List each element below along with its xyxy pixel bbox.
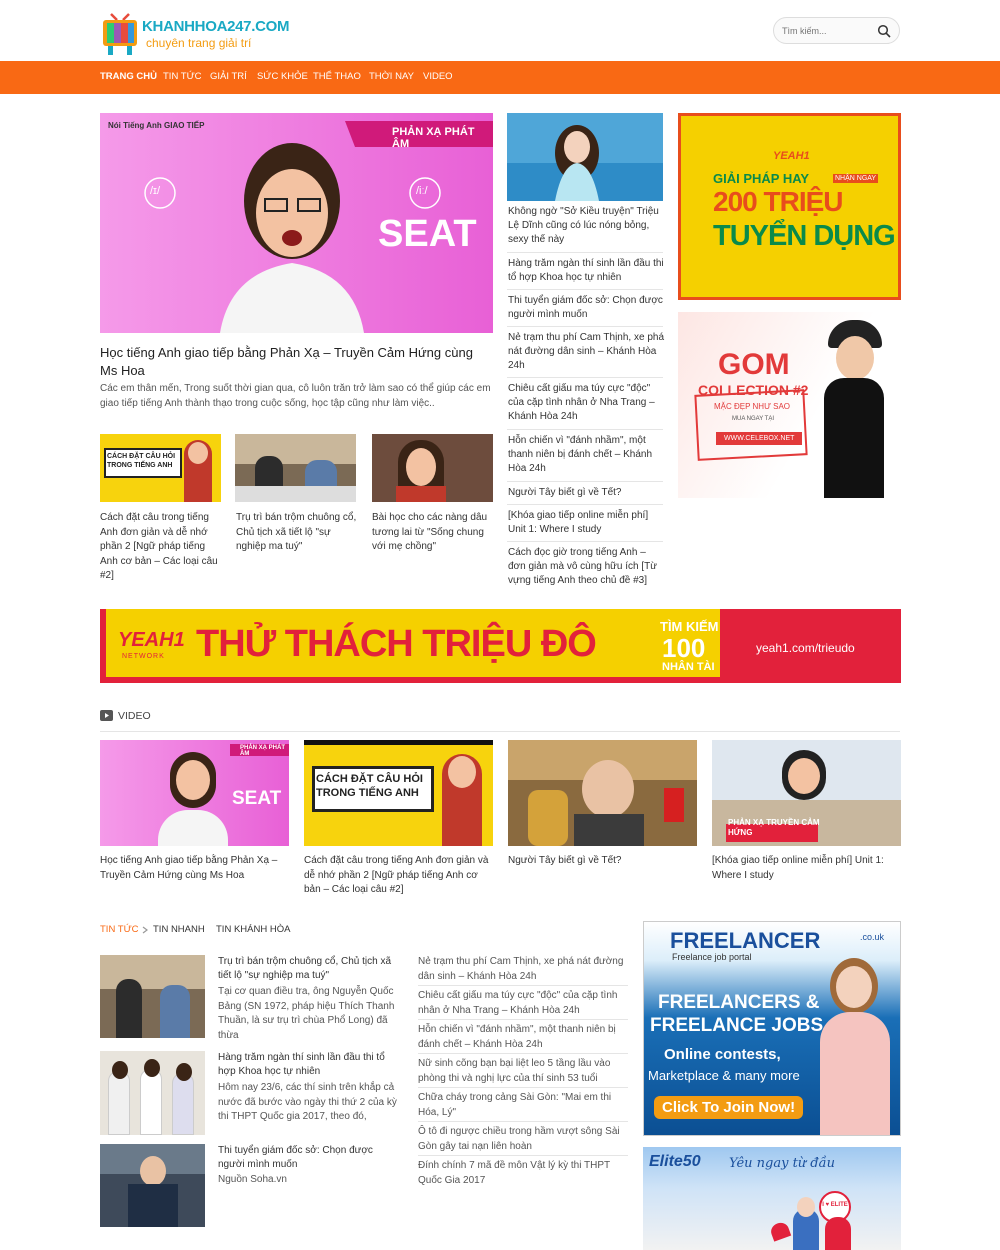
sub-title-1[interactable]: Cách đặt câu trong tiếng Anh đơn giản và dễ nhớ phần 2 [Ngữ pháp tiếng Anh cơ bản – Các loại câu #2] (100, 512, 218, 581)
middle-item-5[interactable]: Chiêu cất giấu ma túy cực "độc" của cặp tình nhân ở Nha Trang – Khánh Hòa 24h (508, 383, 655, 422)
nav-the-thao[interactable]: THỂ THAO (313, 71, 361, 82)
tab-tin-nhanh[interactable]: TIN NHANH (153, 924, 205, 935)
tab-tin-khanh-hoa[interactable]: TIN KHÁNH HÒA (216, 924, 291, 935)
news-title-3[interactable]: Thi tuyển giám đốc sở: Chọn được người mình muốn (218, 1145, 373, 1170)
sub-thumb-3[interactable] (372, 434, 493, 502)
ad-gom-sub: COLLECTION #2 (698, 382, 809, 398)
nav-suc-khoe[interactable]: SỨC KHỎE (257, 71, 308, 82)
ad-wide-find: TÌM KIẾM (660, 619, 719, 634)
video-section-header (100, 708, 900, 732)
middle-image-art (507, 113, 663, 201)
featured-word: SEAT (378, 213, 477, 255)
featured-desc: Các em thân mến, Trong suốt thời gian qua, cô luôn trăn trở làm sao có thể giúp các em giao tiếp tiếng Anh thành thạo trong cuộc sống, học tập cũng như làm việc.. (100, 383, 491, 409)
video-title-1[interactable]: Học tiếng Anh giao tiếp bằng Phản Xạ – Truyền Cảm Hứng cùng Ms Hoa (100, 855, 278, 881)
news-list-item-5[interactable]: Chữa cháy trong cảng Sài Gòn: "Mai em thi Hóa, Lý" (418, 1092, 612, 1118)
ad-yeah1-line3: TUYỂN DỤNG (713, 220, 895, 252)
divider (507, 377, 663, 378)
ad-wide-num: 100 (662, 633, 706, 663)
middle-item-6[interactable]: Hỗn chiến vì "đánh nhầm", một thanh niên bị đánh chết – Khánh Hòa 24h (508, 435, 653, 474)
ad-freelancer[interactable] (643, 921, 901, 1136)
ad-wide-network: NETWORK (122, 653, 165, 660)
news-list-item-3[interactable]: Hỗn chiến vì "đánh nhầm", một thanh niên bị đánh chết – Khánh Hòa 24h (418, 1024, 616, 1050)
logo-name: KHANHHOA247.COM (142, 18, 290, 35)
ad-fl-portal: Freelance job portal (672, 952, 752, 962)
ad-elite-brand: Elite50 (649, 1153, 701, 1170)
news-desc-1: Tại cơ quan điều tra, ông Nguyễn Quốc Bảng (SN 1972, pháp hiệu Thích Thanh Thuần, là sư trụ trì chùa Phổ Long) đã thừa (218, 986, 395, 1041)
ad-gom-line: MẶC ĐẸP NHƯ SAO (714, 402, 791, 411)
ad-elite-sticker: I ♥ ELITE (819, 1191, 851, 1223)
main-nav (0, 61, 1000, 94)
ad-wide-url: yeah1.com/trieudo (756, 641, 855, 655)
middle-item-1[interactable]: Không ngờ "Sở Kiều truyện" Triệu Lệ Dĩnh cũng có lúc nóng bỏng, sexy thế này (508, 206, 659, 245)
middle-item-7[interactable]: Người Tây biết gì về Tết? (508, 487, 622, 498)
ad-yeah1-tuyen-dung[interactable] (678, 113, 901, 300)
tv-logo-icon (101, 10, 139, 56)
news-thumb-1[interactable] (100, 955, 205, 1038)
ad-fl-line3: Online contests, (664, 1046, 781, 1063)
tab-tin-tuc[interactable]: TIN TỨC (100, 924, 139, 935)
featured-title[interactable]: Học tiếng Anh giao tiếp bằng Phản Xạ – Truyền Cảm Hứng cùng Ms Hoa (100, 345, 473, 378)
phonetic-1: /ɪ/ (150, 185, 161, 197)
news-list-item-6[interactable]: Ô tô đi ngược chiều trong hầm vượt sông Sài Gòn gây tai nạn liên hoàn (418, 1126, 620, 1152)
middle-item-3[interactable]: Thi tuyển giám đốc sở: Chọn được người mình muốn (508, 295, 663, 320)
ad-fl-brand: FREELANCER (670, 928, 821, 953)
divider (507, 289, 663, 290)
site-header (0, 0, 1000, 61)
news-title-1[interactable]: Trụ trì bán trộm chuông cổ, Chủ tịch xã tiết lộ "sự nghiệp ma tuý" (218, 956, 392, 981)
ad-yeah1-line1: GIẢI PHÁP HAY (713, 171, 810, 186)
ad-elite50[interactable] (643, 1147, 901, 1250)
ad-fl-line4: Marketplace & many more (648, 1068, 800, 1083)
news-desc-2: Hôm nay 23/6, các thí sinh trên khắp cả nước đã bước vào ngày thi thứ 2 của kỳ thi THPT Quốc gia 2017, theo đó, (218, 1082, 397, 1122)
logo-tagline: chuyên trang giải trí (146, 36, 252, 50)
video-4-text: PHẢN XẠ TRUYỀN CẢM HỨNG (728, 818, 820, 837)
news-list-item-4[interactable]: Nữ sinh cõng bạn bại liệt leo 5 tầng lầu vào phòng thi và nghị lực của thí sinh 53 tuổi (418, 1058, 611, 1084)
sub-title-2[interactable]: Trụ trì bán trộm chuông cổ, Chủ tịch xã tiết lộ "sự nghiệp ma tuý" (236, 512, 357, 552)
search-input[interactable] (782, 23, 872, 39)
ad-wide-title: THỬ THÁCH TRIỆU ĐÔ (196, 623, 596, 665)
nav-giai-tri[interactable]: GIẢI TRÍ (210, 71, 247, 82)
middle-item-8[interactable]: [Khóa giao tiếp online miễn phí] Unit 1: Where I study (508, 510, 649, 535)
featured-brand: Nói Tiếng Anh GIAO TIẾP (108, 121, 205, 130)
ad-fl-cta: Click To Join Now! (654, 1096, 803, 1119)
video-1-banner: PHẢN XẠ PHÁT ÂM (240, 745, 286, 757)
nav-trang-chu[interactable]: TRANG CHỦ (100, 71, 157, 82)
divider (507, 252, 663, 253)
news-list-item-1[interactable]: Nẻ trạm thu phí Cam Thịnh, xe phá nát đường dân sinh – Khánh Hòa 24h (418, 956, 624, 982)
divider (418, 1053, 628, 1054)
ad-fl-line2: FREELANCE JOBS (650, 1015, 824, 1036)
chevron-right-icon (142, 926, 148, 934)
divider (418, 1155, 628, 1156)
sub-thumb-1[interactable] (100, 434, 221, 502)
ad-gom-url: WWW.CELEBOX.NET (716, 432, 802, 445)
search-box (773, 17, 900, 44)
news-list-item-7[interactable]: Đính chính 7 mã đề môn Vật lý kỳ thi THPT Quốc Gia 2017 (418, 1160, 610, 1186)
divider (507, 326, 663, 327)
video-1-word: SEAT (232, 788, 282, 809)
divider (418, 985, 628, 986)
video-icon (100, 710, 113, 721)
divider (507, 541, 663, 542)
ad-wide-brand: YEAH1 (118, 629, 185, 651)
sub-thumb-2[interactable] (235, 434, 356, 502)
middle-item-2[interactable]: Hàng trăm ngàn thí sinh lần đầu thi tổ hợp Khoa học tự nhiên (508, 258, 664, 283)
ad-wide-talent: NHÂN TÀI (662, 661, 715, 673)
ad-gom-buy: MUA NGAY TẠI (732, 416, 775, 422)
ad-yeah1-line2: 200 TRIỆU (713, 186, 843, 217)
ad-yeah1-brand: YEAH1 (773, 150, 810, 162)
video-thumb-2[interactable] (304, 740, 493, 846)
divider (507, 481, 663, 482)
featured-banner: PHẢN XẠ PHÁT ÂM (392, 126, 475, 150)
news-desc-3: Nguồn Soha.vn (218, 1174, 287, 1185)
ad-gom-collection[interactable] (678, 312, 901, 498)
ad-fl-line1: FREELANCERS & (658, 992, 820, 1013)
divider (418, 1019, 628, 1020)
sub-title-3[interactable]: Bài học cho các nàng dâu tương lai từ "Sống chung với mẹ chồng" (372, 512, 488, 552)
divider (507, 504, 663, 505)
ad-fl-tld: .co.uk (860, 932, 885, 942)
video-thumb-3[interactable] (508, 740, 697, 846)
video-thumb-4[interactable] (712, 740, 901, 846)
video-2-text: CÁCH ĐẶT CÂU HỎI TRONG TIẾNG ANH (316, 773, 423, 799)
news-list-item-2[interactable]: Chiêu cất giấu ma túy cực "độc" của cặp tình nhân ở Nha Trang – Khánh Hòa 24h (418, 990, 618, 1016)
search-icon[interactable] (877, 24, 891, 38)
ad-thu-thach-trieu-do[interactable] (100, 609, 901, 683)
video-thumb-1[interactable] (100, 740, 289, 846)
ad-gom-title: GOM (718, 348, 790, 381)
divider (418, 1121, 628, 1122)
site-logo[interactable] (101, 6, 291, 58)
phonetic-2: /iː/ (416, 185, 428, 197)
ad-elite-slogan: Yêu ngay từ đầu (729, 1156, 835, 1171)
nav-video[interactable]: VIDEO (423, 71, 453, 82)
featured-image[interactable] (100, 113, 493, 333)
video-title-2[interactable]: Cách đặt câu trong tiếng Anh đơn giản và dễ nhớ phần 2 [Ngữ pháp tiếng Anh cơ bản – Các loại câu #2] (304, 855, 489, 895)
sub-thumb-1-text: CÁCH ĐẶT CÂU HỎI TRONG TIẾNG ANH (107, 453, 176, 469)
divider (418, 1087, 628, 1088)
ad-yeah1-badge: NHẬN NGAY (835, 175, 877, 182)
video-title-3[interactable]: Người Tây biết gì về Tết? (508, 855, 622, 866)
middle-list-image[interactable] (507, 113, 663, 201)
news-thumb-3[interactable] (100, 1144, 205, 1227)
video-title-4[interactable]: [Khóa giao tiếp online miễn phí] Unit 1: Where I study (712, 855, 884, 881)
news-title-2[interactable]: Hàng trăm ngàn thí sinh lần đầu thi tổ hợp Khoa học tự nhiên (218, 1052, 385, 1077)
divider (507, 429, 663, 430)
video-section-label: VIDEO (118, 710, 151, 722)
middle-item-9[interactable]: Cách đọc giờ trong tiếng Anh – đơn giản mà vô cùng hữu ích [Từ vựng tiếng Anh theo chủ đề #3] (508, 547, 657, 586)
nav-tin-tuc[interactable]: TIN TỨC (163, 71, 202, 82)
nav-thoi-nay[interactable]: THỜI NAY (369, 71, 414, 82)
news-thumb-2[interactable] (100, 1051, 205, 1135)
middle-item-4[interactable]: Nẻ trạm thu phí Cam Thịnh, xe phá nát đường dân sinh – Khánh Hòa 24h (508, 332, 665, 371)
